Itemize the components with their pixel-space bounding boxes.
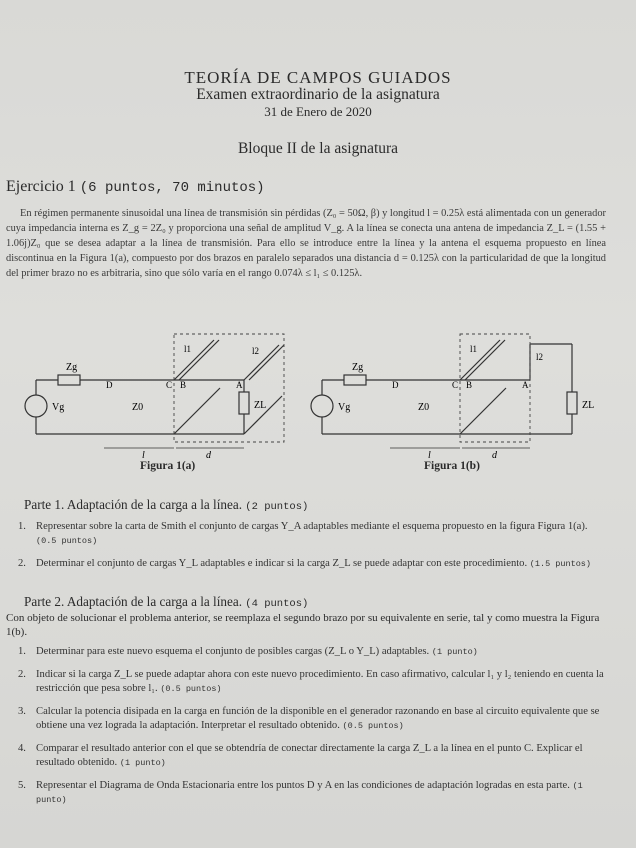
l2-label: l2 [252,346,260,356]
item-text: Representar el Diagrama de Onda Estacionaria entre los puntos D y A en las condiciones de adaptación logradas en esta parte. [36,780,570,791]
d-length-label-b: d [492,450,497,461]
figure-1a-circuit [14,330,286,480]
list-item [18,705,606,733]
exercise-meta: (6 puntos, 70 minutos) [79,180,265,196]
z0-label-b: Z0 [418,402,430,413]
item-points: (1.5 puntos) [529,559,592,569]
item-number: 1. [18,521,26,532]
point-d-label-b: D [392,380,399,390]
item-text: Determinar el conjunto de cargas Y_L adaptables e indicar si la carga Z_L se puede adaptar con este procedimiento. [36,558,528,569]
part1-heading [24,497,308,513]
item-text: Comparar el resultado anterior con el que se obtendría de conectar directamente la carga Z_L a la línea en el punto C. Explicar el resultado obtenido. [36,743,583,768]
item-number: 3. [18,706,26,717]
point-c-label: C [166,380,173,390]
item-points: (1 punto) [119,758,166,768]
item-number: 5. [18,780,26,791]
zg-label: Zg [66,362,78,373]
z0-label: Z0 [132,402,144,413]
block-heading: Bloque II de la asignatura [237,140,399,157]
exercise-title: Ejercicio 1 [6,178,76,195]
item-number: 1. [18,646,26,657]
point-b-label-b: B [466,380,473,390]
figure-1a-caption: Figura 1(a) [140,460,196,472]
part1-list [18,520,606,580]
part2-list [18,645,606,816]
item-text: Calcular la potencia disipada en la carga en función de la disponible en el generador razonando en base al circuito equivalente que se obtiene una vez lograda la adaptación. Interpretar el resultado obtenido. [36,706,600,731]
item-points: (0.5 puntos) [160,684,222,694]
item-points: (1 punto) [431,647,478,657]
l-length-label: l [142,450,145,461]
l-length-label-b: l [428,450,431,461]
exam-subtitle: Examen extraordinario de la asignatura [196,86,440,103]
zl-label: ZL [254,400,267,411]
exercise-statement-text: En régimen permanente sinusoidal una línea de transmisión sin pérdidas (Z₀ = 50Ω, β) y longitud l = 0.25λ está alimentada con un generador cuya impedancia interna es Z_g = 2Z₀ y proporciona una señal de amplitud V_g. A la línea se conecta una antena de impedancia Z_L = (1.55 + 1.06j)Z₀ que se desea adaptar a la línea de transmisión. Para ello se introduce entre la línea y la antena el esquema propuesto en línea discontinua en la Figura 1(a), compuesto por dos brazos en paralelo separados una distancia d = 0.125λ con la particularidad de que la longitud del primer brazo no es arbitraria, sino que sólo varía en el rango 0.074λ ≤ l₁ ≤ 0.125λ. [6,208,606,279]
part2-heading [24,594,308,610]
l1-label-b: l1 [470,344,478,354]
item-number: 4. [18,743,26,754]
list-item [18,557,606,571]
item-number: 2. [18,558,26,569]
list-item [18,742,606,770]
point-a-label-b: A [522,380,529,390]
item-number: 2. [18,669,26,680]
point-c-label-b: C [452,380,459,390]
item-points: (1 punto) [36,781,583,805]
exam-date: 31 de Enero de 2020 [264,104,372,119]
d-length-label: d [206,450,211,461]
item-points: (0.5 puntos) [342,721,404,731]
list-item [18,645,606,659]
list-item [18,520,606,548]
part2-intro: Con objeto de solucionar el problema anterior, se reemplaza el segundo brazo por su equivalente en serie, tal y como muestra la Figura 1(b). [6,612,600,638]
list-item [18,668,606,696]
part2-title: Parte 2. Adaptación de la carga a la línea. [24,594,242,609]
item-points: (0.5 puntos) [36,536,98,546]
item-text: Determinar para este nuevo esquema el conjunto de posibles cargas (Z_L o Y_L) adaptables. [36,646,430,657]
figure-1b-circuit [300,330,595,480]
part1-title: Parte 1. Adaptación de la carga a la línea. [24,497,242,512]
zl-label-b: ZL [582,400,595,411]
course-title: TEORÍA DE CAMPOS GUIADOS [184,68,452,87]
figure-1b-caption: Figura 1(b) [424,460,480,472]
point-d-label: D [106,380,113,390]
item-text: Representar sobre la carta de Smith el conjunto de cargas Y_A adaptables mediante el esquema propuesto en la figura Figura 1(a). [36,521,588,532]
list-item [18,779,606,807]
l1-label: l1 [184,344,192,354]
exercise-statement [6,206,606,281]
part2-points: (4 puntos) [245,598,309,610]
vg-label-b: Vg [338,402,351,413]
vg-label: Vg [52,402,65,413]
part1-points: (2 puntos) [245,501,309,513]
point-b-label: B [180,380,187,390]
point-a-label: A [236,380,243,390]
exercise-heading [6,178,265,196]
l2-label-b: l2 [536,352,544,362]
zg-label-b: Zg [352,362,364,373]
item-text: Indicar si la carga Z_L se puede adaptar ahora con este nuevo procedimiento. En caso afirmativo, calcular l₁ y l₂ teniendo en cuenta la restricción que pesa sobre l₁. [36,669,604,694]
